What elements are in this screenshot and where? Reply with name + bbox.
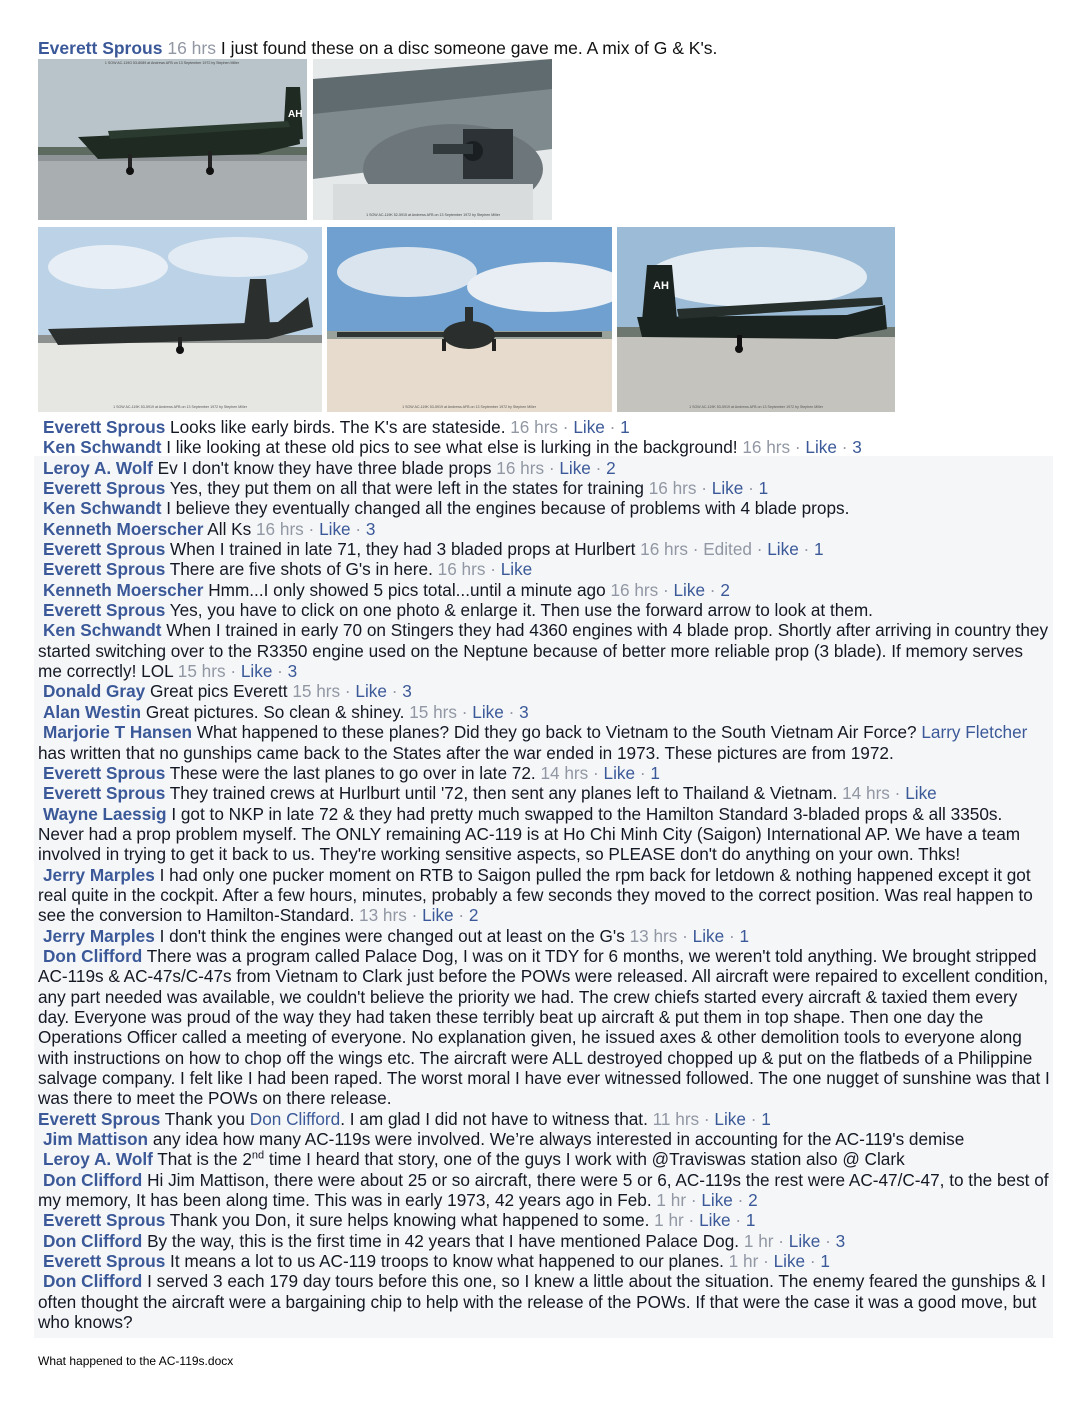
comment-author[interactable]: Jim Mattison [43, 1129, 149, 1150]
separator-dot: · [798, 539, 815, 560]
separator-dot: · [658, 579, 674, 600]
separator-dot: · [805, 1251, 821, 1272]
comment-author[interactable]: Everett Sprous [43, 1210, 166, 1231]
comment-text: Thank you Don, it sure helps knowing what happened to some. [169, 1210, 650, 1231]
separator-dot: · [687, 539, 704, 560]
comment [38, 519, 1050, 539]
separator-dot: · [544, 457, 560, 478]
separator-dot: · [677, 925, 693, 946]
separator-dot: · [635, 762, 651, 783]
comment-text: I served 3 each 179 day tours before this one, so I knew a little about the situation. The enemy feared the gunships & I often thought the aircraft were a bargaining chip to help with the release of the POWs. If that were the case it was a good move, but who knows? [38, 1271, 1046, 1333]
separator-dot: · [758, 1251, 774, 1272]
comment-time[interactable]: 16 hrs [610, 579, 659, 600]
separator-dot: · [350, 518, 366, 539]
comment-text: All Ks [207, 518, 252, 539]
comment-time[interactable]: 13 hrs [359, 905, 407, 926]
comment-text: I had only one pucker moment on RTB to Saigon pulled the rpm back for letdown & nothing happened except it got real quite in the cockpit. After a few hours, minutes, probably a few seconds they moved to the correct position. Was real happen to see the conversion to Hamilton-Standard. [38, 864, 1033, 926]
photo-4-caption: 1 SOW AC-119K 53-5919 at Andrews AFB on 13 September 1972 by Stephen Miller [402, 405, 536, 409]
comment [38, 458, 1050, 478]
comment-author[interactable]: Don Clifford [43, 1169, 143, 1190]
comment-text: Great pictures. So clean & shiney. [145, 701, 405, 722]
comment-thread [34, 416, 1053, 1338]
photo-5[interactable] [617, 227, 895, 412]
separator-dot: · [836, 437, 853, 458]
comment [38, 681, 1050, 701]
like-button[interactable]: Like [559, 457, 591, 478]
separator-dot: · [558, 417, 574, 437]
comment-author[interactable]: Marjorie T Hansen [43, 722, 192, 743]
comment-text: That is the 2 [157, 1149, 252, 1170]
like-button[interactable]: Like [711, 478, 744, 499]
like-count[interactable]: 1 [814, 539, 824, 560]
comment-time[interactable]: 16 hrs [742, 437, 791, 458]
comment-text: When I trained in late 71, they had 3 bladed props at Hurlbert [170, 539, 636, 560]
comment-author[interactable]: Everett Sprous [43, 478, 166, 499]
comment-time[interactable]: 14 hrs [540, 762, 589, 783]
comment-author[interactable]: Leroy A. Wolf [43, 1149, 153, 1170]
comment-time[interactable]: 16 hrs [496, 457, 545, 478]
mention-link[interactable]: Don Clifford [249, 1108, 341, 1129]
comment-author[interactable]: Don Clifford [43, 945, 143, 966]
separator-dot: · [696, 478, 712, 499]
comment-text: When I trained in early 70 on Stingers they had 4360 engines with 4 blade prop. Shortly after arriving in country they started switching over to the R3350 engine used on the Neptune because of better more reliable prop (3 blade). If memory serves me correctly! LOL [38, 620, 1049, 682]
comment-superscript: nd [251, 1149, 265, 1162]
separator-dot: · [724, 925, 740, 946]
photo-2-caption: 1 SOW AC-119K 52-5915 at Andrews AFB on 13 September 1972 by Stephen Miller [366, 213, 500, 217]
comment-text: Great pics Everett [149, 681, 288, 702]
photo-3[interactable] [38, 227, 322, 412]
comment-text: Yes, they put them on all that were left in the states for training [169, 478, 644, 499]
photo-1[interactable] [38, 59, 307, 220]
comment [38, 926, 1050, 946]
photo-1-caption: 1 SOW AC-119G 53-8089 at Andrews AFB on 13 September 1972 by Stephen Miller [104, 61, 240, 65]
like-count[interactable]: 1 [650, 762, 660, 783]
comment [38, 804, 1050, 865]
comment-text: Hi Jim Mattison, there were about 25 or so aircraft, there were 5 or 6, AC-119s the rest were AC-47/C-47, to the best of my memory, It has been along time. This was in early 1973, 42 years ago in Feb. [38, 1169, 1049, 1211]
comment-author[interactable]: Kenneth Moerscher [43, 518, 204, 539]
comment-author[interactable]: Leroy A. Wolf [43, 457, 153, 478]
like-count[interactable]: 2 [606, 457, 616, 478]
comment-text: any idea how many AC-119s were involved. We’re always interested in accounting for the AC-119's demise [152, 1129, 965, 1150]
like-count[interactable]: 1 [745, 1210, 756, 1231]
comment-author[interactable]: Everett Sprous [43, 539, 166, 560]
comment-text: I believe they eventually changed all the engines because of problems with 4 blade props. [166, 498, 850, 519]
like-button[interactable]: Like [500, 559, 533, 580]
comment [38, 1109, 1050, 1129]
comment [38, 437, 1050, 457]
comment [38, 600, 1050, 620]
photo-5-caption: 1 SOW AC-119K 53-5919 at Andrews AFB on 13 September 1972 by Stephen Miller [689, 405, 823, 409]
like-button[interactable]: Like [714, 1108, 746, 1129]
separator-dot: · [820, 1230, 836, 1251]
like-button[interactable]: Like [699, 1210, 731, 1231]
like-count[interactable]: 3 [835, 1230, 846, 1251]
comment-time[interactable]: 11 hrs [652, 1108, 700, 1129]
like-button[interactable]: Like [472, 701, 504, 722]
comment-time[interactable]: 16 hrs [256, 518, 304, 539]
like-button[interactable]: Like [773, 1251, 806, 1272]
separator-dot: · [751, 539, 768, 560]
like-button[interactable]: Like [422, 905, 454, 926]
comment [38, 1251, 1050, 1271]
like-count[interactable]: 3 [852, 437, 862, 458]
edited-label[interactable]: Edited [703, 539, 752, 560]
comment-text: It means a lot to us AC-119 troops to know what happened to our planes. [170, 1251, 724, 1272]
separator-dot: · [889, 783, 906, 804]
comment [38, 417, 1050, 437]
separator-dot: · [773, 1230, 789, 1251]
separator-dot: · [604, 417, 621, 437]
comment-time[interactable]: 14 hrs [842, 783, 890, 804]
original-post [38, 38, 717, 58]
like-button[interactable]: Like [355, 681, 387, 702]
comment-author[interactable]: Don Clifford [43, 1271, 143, 1292]
like-count[interactable]: 1 [761, 1108, 771, 1129]
comment-text: Thank you [164, 1108, 245, 1129]
comment-time[interactable]: 15 hrs [292, 681, 341, 702]
comment-time[interactable]: 13 hrs [629, 925, 678, 946]
like-count[interactable]: 2 [748, 1190, 758, 1211]
separator-dot: · [456, 701, 473, 722]
comment [38, 620, 1050, 681]
comment-author[interactable]: Ken Schwandt [43, 498, 162, 519]
comment-text: . I am glad I did not have to witness that. [340, 1108, 648, 1129]
comment-author[interactable]: Wayne Laessig [43, 803, 167, 824]
comment [38, 946, 1050, 1109]
comment-text: Yes, you have to click on one photo & enlarge it. Then use the forward arrow to look at them. [169, 600, 873, 621]
separator-dot: · [705, 579, 721, 600]
comment-text: Hmm...I only showed 5 pics total...until a minute ago [208, 579, 606, 600]
comment-author[interactable]: Everett Sprous [43, 559, 166, 580]
separator-dot: · [386, 681, 403, 702]
comment-text: These were the last planes to go over in late 72. [169, 762, 536, 783]
separator-dot: · [453, 905, 469, 926]
comment [38, 1170, 1050, 1211]
like-button[interactable]: Like [767, 539, 799, 560]
comment [38, 1129, 1050, 1149]
post-time[interactable]: 16 hrs [167, 38, 216, 58]
separator-dot: · [303, 518, 320, 539]
comment [38, 783, 1050, 803]
like-count[interactable]: 1 [820, 1251, 830, 1272]
comment-author[interactable]: Everett Sprous [43, 1251, 166, 1272]
comment [38, 1271, 1050, 1332]
comment-time[interactable]: 15 hrs [177, 661, 226, 682]
separator-dot: · [503, 701, 520, 722]
comment-author[interactable]: Everett Sprous [43, 600, 166, 621]
like-button[interactable]: Like [701, 1190, 733, 1211]
comment-author[interactable]: Everett Sprous [38, 1108, 161, 1129]
comment-time[interactable]: 16 hrs [648, 478, 697, 499]
comment-text: Ev I don't know they have three blade props [157, 457, 492, 478]
comment-text: Looks like early birds. The K's are stateside. [170, 417, 506, 437]
like-button[interactable]: Like [240, 661, 273, 682]
like-count[interactable]: 3 [365, 518, 376, 539]
separator-dot: · [588, 762, 604, 783]
comment [38, 478, 1050, 498]
comment-time[interactable]: 1 hr [743, 1230, 774, 1251]
separator-dot: · [683, 1210, 700, 1231]
like-count[interactable]: 1 [620, 417, 630, 437]
comment [38, 1149, 1050, 1169]
comment-author[interactable]: Kenneth Moerscher [43, 579, 204, 600]
like-count[interactable]: 3 [402, 681, 412, 702]
like-button[interactable]: Like [788, 1230, 821, 1251]
like-button[interactable]: Like [673, 579, 706, 600]
comment-author[interactable]: Jerry Marples [43, 925, 155, 946]
mention-link[interactable]: Larry Fletcher [921, 722, 1028, 743]
comment-text: There was a program called Palace Dog, I was on it TDY for 6 months, we weren't told anything. We brought stripped AC-119s & AC-47s/C-47s from Vietnam to Clark just before the POWs were released. All aircraft were repaired to excellent condition, any part needed was available, we couldn't believe the priority we had. The crew chiefs started every aircraft & taxied them every day. Everyone was proud of the way they had taken these terribly beat up aircraft & put them in top shape. Then one day the Operations Officer called a meeting of everyone. No explanation given, he issued axes & other demolition tools to everyone along with instructions on how to chop off the wings etc. The aircraft were ALL destroyed chopped up & put on the flatbeds of a Philippine salvage company. I felt like I had been raped. The worst moral I have ever witnessed followed. The one nugget of sunshine was that I was there to meet the POWs on there release. [38, 945, 1050, 1109]
comment-text: By the way, this is the first time in 42 years that I have mentioned Palace Dog. [147, 1230, 740, 1251]
post-text: I just found these on a disc someone gave me. A mix of G & K's. [220, 38, 718, 58]
comment [38, 1210, 1050, 1230]
comment-text: They trained crews at Hurlburt until '72, then sent any planes left to Thailand & Vietnam. [169, 783, 838, 804]
comment [38, 580, 1050, 600]
like-count[interactable]: 2 [720, 579, 730, 600]
separator-dot: · [225, 661, 241, 682]
comment [38, 498, 1050, 518]
comment-author[interactable]: Ken Schwandt [43, 620, 162, 641]
like-count[interactable]: 3 [519, 701, 529, 722]
separator-dot: · [743, 478, 759, 499]
comment [38, 1231, 1050, 1251]
comment-text: I got to NKP in late 72 & they had pretty much swapped to the Hamilton Standard 3-bladed props & all 3350s. Never had a prop problem myself. The ONLY remaining AC-119 is at Ho Chi Minh City (Saigon) International AP. We have a team involved in trying to get it back to us. They're working sensitive aspects, so PLEASE don't do anything on your own. Thks! [38, 803, 1021, 865]
comment-author[interactable]: Don Clifford [43, 1230, 143, 1251]
comment-text: There are five shots of G's in here. [169, 559, 433, 580]
comment-time[interactable]: 1 hr [656, 1190, 687, 1211]
comment [38, 865, 1050, 926]
document-footer: What happened to the AC-119s.docx [38, 1354, 234, 1368]
comment-list [38, 417, 1050, 1332]
comment-author[interactable]: Donald Gray [43, 681, 146, 702]
photo-2[interactable] [313, 59, 552, 220]
like-count[interactable]: 1 [739, 925, 750, 946]
comment-author[interactable]: Everett Sprous [43, 783, 166, 804]
comment-time[interactable]: 15 hrs [409, 701, 457, 722]
comment [38, 763, 1050, 783]
comment [38, 539, 1050, 559]
comment-text: I like looking at these old pics to see what else is lurking in the background! [166, 437, 738, 458]
photo-3-caption: 1 SOW AC-119K 53-5919 at Andrews AFB on 13 September 1972 by Stephen Miller [113, 405, 247, 409]
comment-author[interactable]: Everett Sprous [43, 417, 166, 437]
comment-text: I don't think the engines were changed out at least on the G's [159, 925, 625, 946]
separator-dot: · [732, 1190, 749, 1211]
separator-dot: · [590, 457, 607, 478]
comment-author[interactable]: Jerry Marples [43, 864, 155, 885]
separator-dot: · [730, 1210, 746, 1231]
post-author[interactable]: Everett Sprous [38, 38, 163, 58]
like-count[interactable]: 3 [287, 661, 298, 682]
comment-text: What happened to these planes? Did they go back to Vietnam to the South Vietnam Air Force? [196, 722, 917, 743]
comment-text: time I heard that story, one of the guys I work with @Traviswas station also @ Clark [264, 1149, 905, 1170]
separator-dot: · [485, 559, 501, 580]
photo-5-tail: AH [653, 280, 669, 292]
separator-dot: · [790, 437, 806, 458]
comment-time[interactable]: 16 hrs [640, 539, 688, 560]
separator-dot: · [340, 681, 356, 702]
like-button[interactable]: Like [905, 783, 937, 804]
like-count[interactable]: 2 [468, 905, 479, 926]
comment [38, 702, 1050, 722]
separator-dot: · [272, 661, 288, 682]
photo-4[interactable] [327, 227, 612, 412]
separator-dot: · [699, 1108, 715, 1129]
comment [38, 559, 1050, 579]
like-button[interactable]: Like [319, 518, 351, 539]
comment-author[interactable]: Ken Schwandt [43, 437, 162, 458]
comment-text: has written that no gunships came back to the States after the war ended in 1973. These pictures are from 1972. [38, 742, 894, 763]
comment-time[interactable]: 1 hr [728, 1251, 759, 1272]
separator-dot: · [745, 1108, 762, 1129]
like-button[interactable]: Like [573, 417, 605, 437]
comment-author[interactable]: Alan Westin [43, 701, 142, 722]
comment-time[interactable]: 16 hrs [510, 417, 559, 437]
comment-time[interactable]: 1 hr [654, 1210, 684, 1231]
separator-dot: · [406, 905, 423, 926]
comment-author[interactable]: Everett Sprous [43, 762, 166, 783]
like-button[interactable]: Like [692, 925, 725, 946]
comment-time[interactable]: 16 hrs [437, 559, 486, 580]
like-button[interactable]: Like [603, 762, 636, 783]
separator-dot: · [686, 1190, 702, 1211]
photo-1-tail: AH [288, 109, 303, 120]
comment [38, 722, 1050, 763]
like-count[interactable]: 1 [758, 478, 769, 499]
like-button[interactable]: Like [805, 437, 837, 458]
